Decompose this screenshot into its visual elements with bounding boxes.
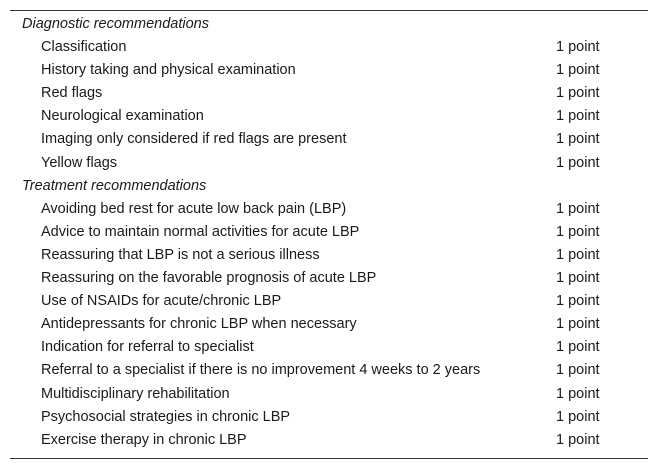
table-row xyxy=(10,383,648,406)
item-label: Advice to maintain normal activities for acute LBP xyxy=(41,223,360,240)
table-row xyxy=(10,290,648,313)
item-label: Imaging only considered if red flags are present xyxy=(41,131,347,148)
item-label: Classification xyxy=(41,39,127,56)
table-row xyxy=(10,313,648,336)
table-row xyxy=(10,267,648,290)
table-row xyxy=(10,429,648,452)
table-row xyxy=(10,59,648,82)
section-row-treatment xyxy=(10,175,648,198)
table-row xyxy=(10,152,648,175)
table-row xyxy=(10,359,648,382)
table-row xyxy=(10,244,648,267)
item-points: 1 point xyxy=(556,408,600,425)
item-label: Use of NSAIDs for acute/chronic LBP xyxy=(41,293,282,310)
item-label: Indication for referral to specialist xyxy=(41,339,254,356)
item-label: Referral to a specialist if there is no improvement 4 weeks to 2 years xyxy=(41,362,481,379)
item-label: Red flags xyxy=(41,85,103,102)
item-points: 1 point xyxy=(556,293,600,310)
table-row xyxy=(10,36,648,59)
item-points: 1 point xyxy=(556,223,600,240)
item-points: 1 point xyxy=(556,385,600,402)
item-label: Antidepressants for chronic LBP when necessary xyxy=(41,316,357,333)
item-points: 1 point xyxy=(556,362,600,379)
table-row xyxy=(10,82,648,105)
item-label: Multidisciplinary rehabilitation xyxy=(41,385,230,402)
item-label: History taking and physical examination xyxy=(41,62,296,79)
item-label: Neurological examination xyxy=(41,108,204,125)
item-points: 1 point xyxy=(556,200,600,217)
section-title: Treatment recommendations xyxy=(22,177,207,194)
item-points: 1 point xyxy=(556,270,600,287)
section-row-diagnostic xyxy=(10,13,648,36)
item-points: 1 point xyxy=(556,246,600,263)
table-row xyxy=(10,406,648,429)
item-label: Reassuring that LBP is not a serious illness xyxy=(41,246,320,263)
table-row xyxy=(10,336,648,359)
item-label: Psychosocial strategies in chronic LBP xyxy=(41,408,291,425)
item-label: Yellow flags xyxy=(41,154,118,171)
item-label: Avoiding bed rest for acute low back pain (LBP) xyxy=(41,200,347,217)
item-label: Exercise therapy in chronic LBP xyxy=(41,431,247,448)
item-label: Reassuring on the favorable prognosis of acute LBP xyxy=(41,270,377,287)
table-row xyxy=(10,128,648,151)
item-points: 1 point xyxy=(556,85,600,102)
item-points: 1 point xyxy=(556,431,600,448)
item-points: 1 point xyxy=(556,62,600,79)
item-points: 1 point xyxy=(556,108,600,125)
item-points: 1 point xyxy=(556,339,600,356)
table-row xyxy=(10,198,648,221)
item-points: 1 point xyxy=(556,39,600,56)
item-points: 1 point xyxy=(556,316,600,333)
section-title: Diagnostic recommendations xyxy=(22,16,209,32)
recommendations-grid xyxy=(10,13,648,452)
item-points: 1 point xyxy=(556,131,600,148)
item-points: 1 point xyxy=(556,154,600,171)
recommendations-table xyxy=(10,10,648,459)
table-row xyxy=(10,105,648,128)
table-row xyxy=(10,221,648,244)
